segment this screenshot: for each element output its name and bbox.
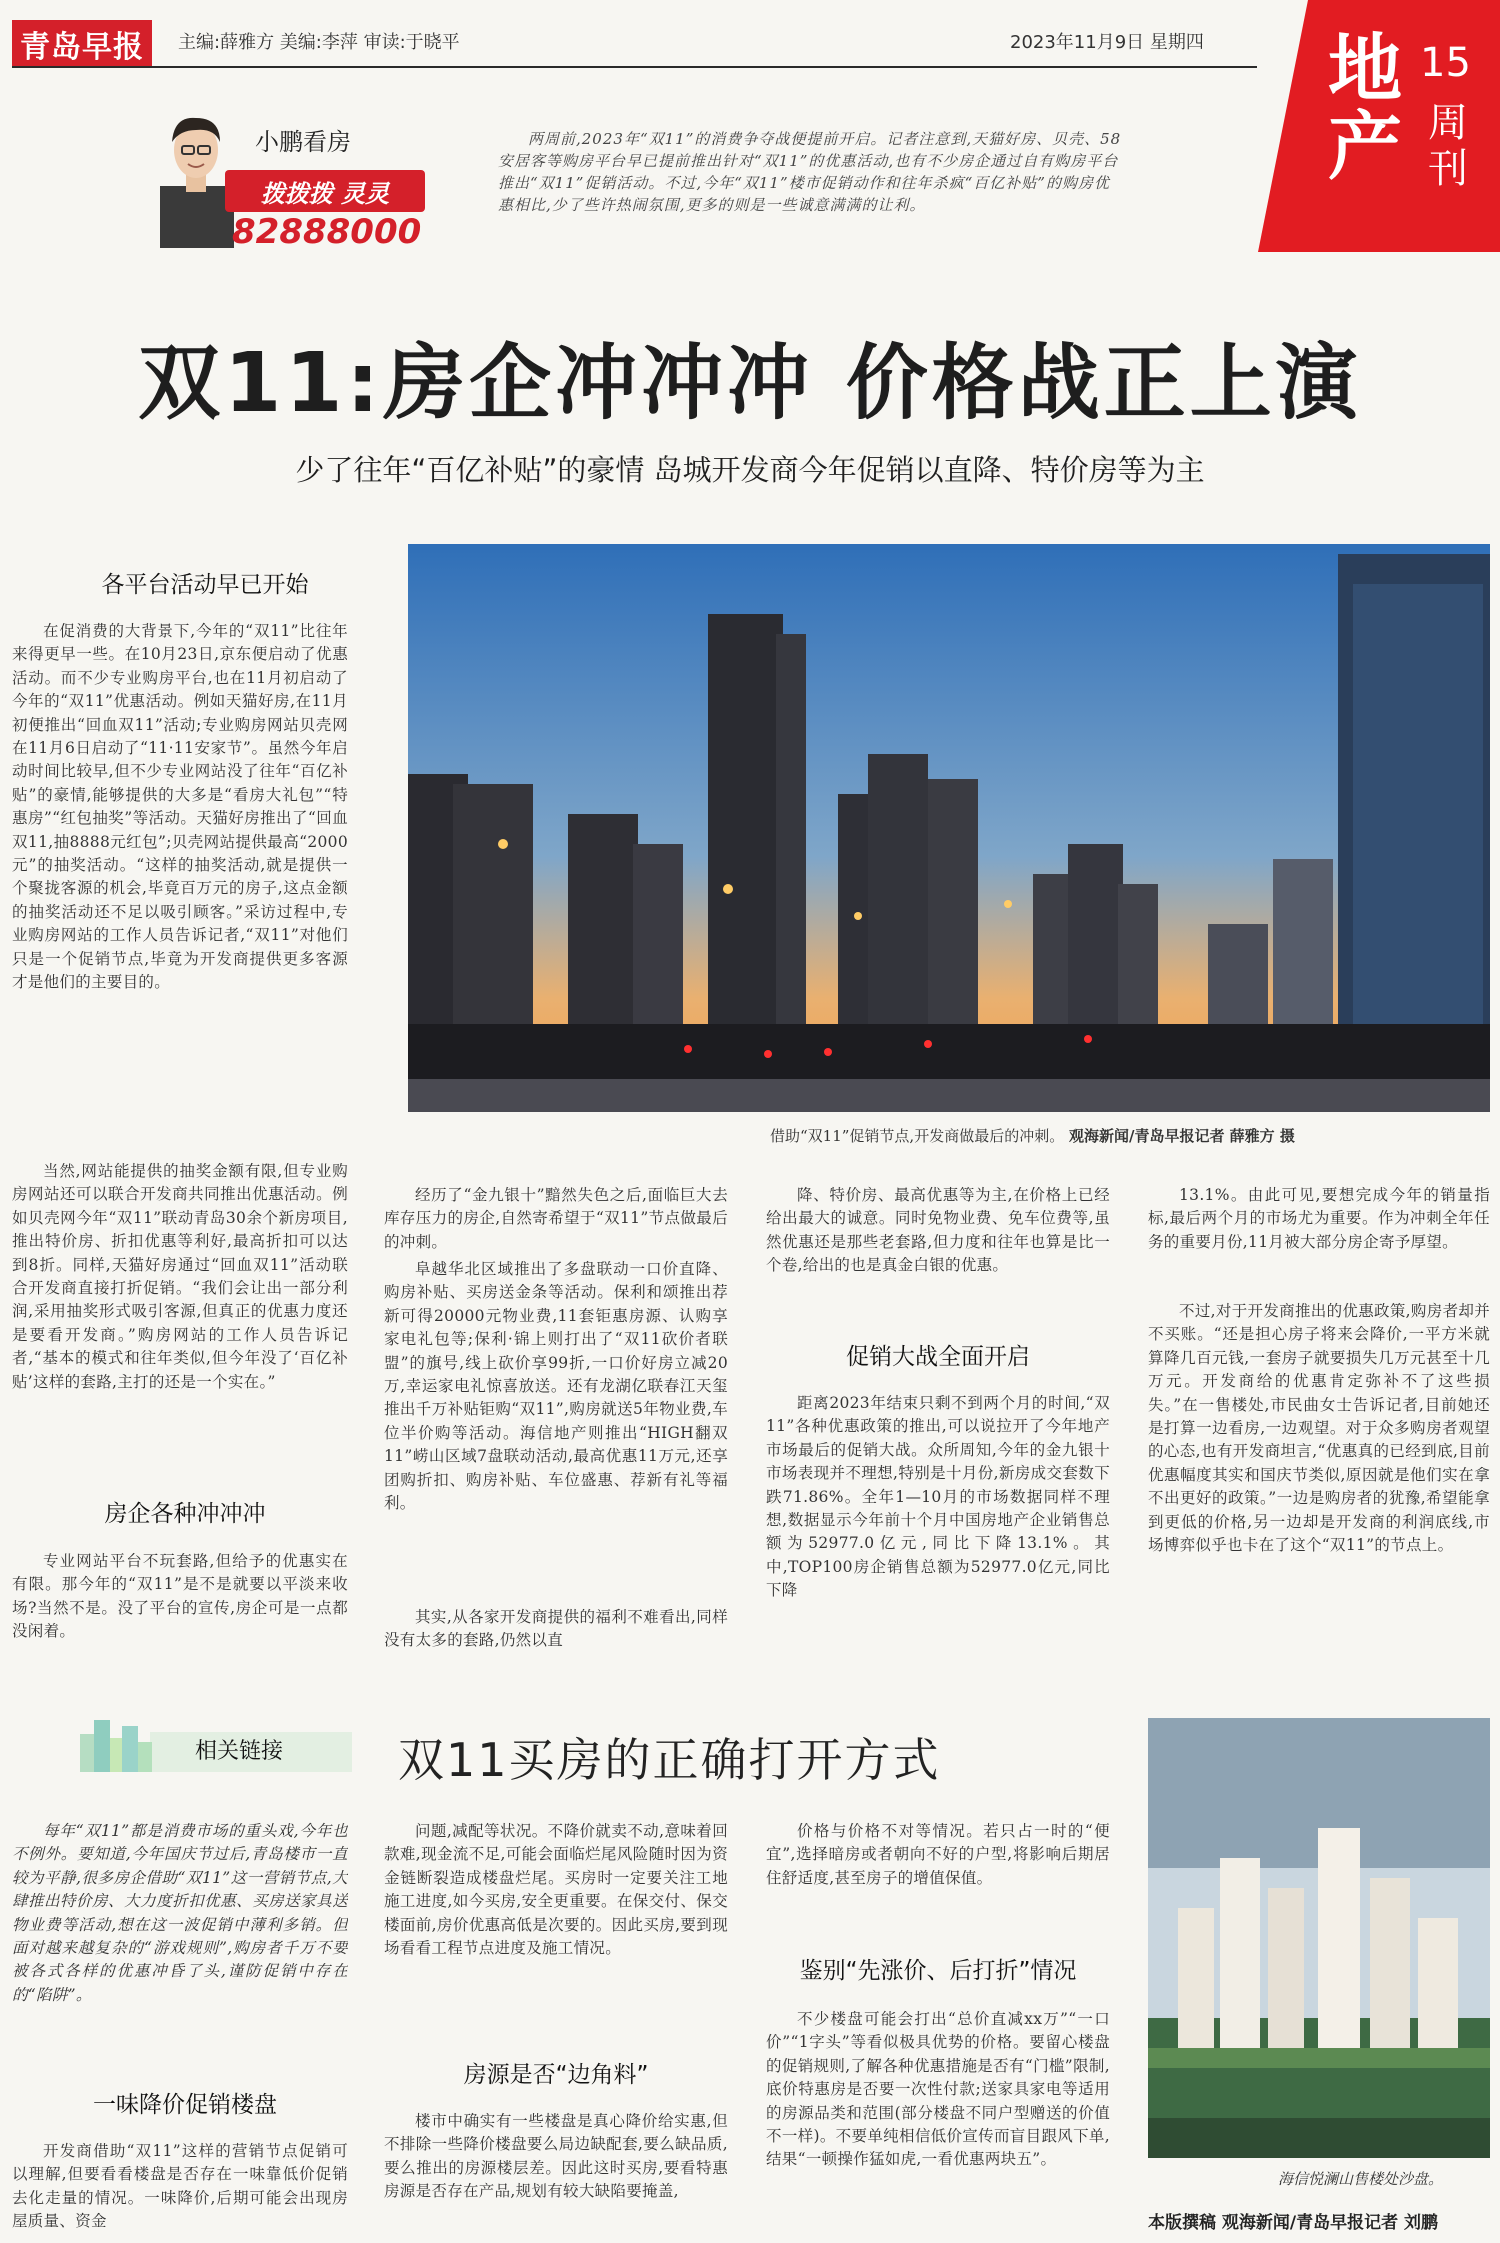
footer-credit: 本版撰稿 观海新闻/青岛早报记者 刘鹏 xyxy=(1148,2213,1439,2233)
article-paragraph: 距离2023年结束只剩不到两个月的时间,“双11”各种优惠政策的推出,可以说拉开了今年地产市场最后的促销大战。众所周知,今年的金九银十市场表现并不理想,特别是十月份,新房成交套数下跌71.86%。全年1—10月的市场数据同样不理想,数据显示今年前十个月中国房地产企业销售总额为52977.0亿元,同比下降13.1%。其中,TOP100房企销售总额为52977.0亿元,同比下降 xyxy=(766,1394,1110,1600)
photo-caption xyxy=(770,1125,1295,1146)
hotline-number: 82888000 xyxy=(232,212,422,252)
article-paragraph: 楼市中确实有一些楼盘是真心降价给实惠,但不排除一些降价楼盘要么局边缺配套,要么缺品质,要么推出的房源楼层差。因此这时买房,要看特惠房源是否存在产品,规划有较大缺陷要掩盖, xyxy=(384,2112,728,2201)
article-paragraph: 降、特价房、最高优惠等为主,在价格上已经给出最大的诚意。同时免物业费、免车位费等,虽然优惠还是那些老套路,但力度和往年也算是比一个卷,给出的也是真金白银的优惠。 xyxy=(766,1186,1110,1275)
photo-credit: 观海新闻/青岛早报记者 薛雅方 摄 xyxy=(1068,1127,1295,1145)
article-paragraph: 开发商借助“双11”这样的营销节点促销可以理解,但要看看楼盘是否存在一味靠低价促销去化走量的情况。一味降价,后期可能会出现房屋质量、资金 xyxy=(12,2142,348,2231)
article-paragraph: 经历了“金九银十”黯然失色之后,面临巨大去库存压力的房企,自然寄希望于“双11”节点做最后的冲刺。 xyxy=(384,1186,728,1251)
article-paragraph: 13.1%。由此可见,要想完成今年的销量指标,最后两个月的市场尤为重要。作为冲刺全年任务的重要月份,11月被大部分房企寄予厚望。 xyxy=(1148,1186,1490,1251)
article-paragraph: 每年“双11”都是消费市场的重头戏,今年也不例外。要知道,今年国庆节过后,青岛楼市一直较为平静,很多房企借助“双11”这一营销节点,大肆推出特价房、大力度折扣优惠、买房送家具送物业费等活动,想在这一波促销中薄利多销。但面对越来越复杂的“游戏规则”,购房者千万不要被各式各样的优惠冲昏了头,谨防促销中存在的“陷阱”。 xyxy=(12,1822,348,2004)
sub-headline: 少了往年“百亿补贴”的豪情 岛城开发商今年促销以直降、特价房等为主 xyxy=(295,453,1205,487)
related-title: 双11买房的正确打开方式 xyxy=(398,1733,941,1787)
section-heading-promotion: 促销大战全面开启 xyxy=(846,1344,1030,1370)
section-heading-platforms: 各平台活动早已开始 xyxy=(101,572,309,598)
photo-caption-text: 借助“双11”促销节点,开发商做最后的冲刺。 xyxy=(770,1127,1065,1145)
editor-credits: 主编:薛雅方 美编:李萍 审读:于晓平 xyxy=(178,32,460,53)
main-headline: 双11:房企冲冲冲 价格战正上演 xyxy=(138,336,1362,431)
newspaper-logo xyxy=(12,22,152,66)
page-number: 15 xyxy=(1420,40,1471,86)
related-banner-label: 相关链接 xyxy=(195,1739,284,1764)
article-paragraph: 其实,从各家开发商提供的福利不难看出,同样没有太多的套路,仍然以直 xyxy=(384,1608,728,1650)
article-paragraph: 当然,网站能提供的抽奖金额有限,但专业购房网站还可以联合开发商共同推出优惠活动。例如贝壳网今年“双11”联动青岛30余个新房项目,推出特价房、折扣优惠等利好,最高折扣可以达到8折。同样,天猫好房通过“回血双11”活动联合开发商直接打折促销。“我们会让出一部分利润,采用抽奖形式吸引客源,但真正的优惠力度还是要看开发商。”购房网站的工作人员告诉记者,“基本的模式和往年类似,但今年没了‘百亿补贴’这样的套路,主打的还是一个实在。” xyxy=(12,1162,348,1391)
sand-table-photo xyxy=(1148,1718,1490,2158)
photo2-caption: 海信悦澜山售楼处沙盘。 xyxy=(1278,2170,1444,2188)
article-paragraph: 问题,减配等状况。不降价就卖不动,意味着回款难,现金流不足,可能会面临烂尾风险随时因为资金链断裂造成楼盘烂尾。买房时一定要关注工地施工进度,如今买房,安全更重要。在保交付、保交楼面前,房价优惠高低是次要的。因此买房,要到现场看看工程节点进度及施工情况。 xyxy=(384,1822,728,1958)
section-heading-leftover: 房源是否“边角料” xyxy=(463,2062,649,2088)
article-paragraph: 价格与价格不对等情况。若只占一时的“便宜”,选择暗房或者朝向不好的户型,将影响后期居住舒适度,甚至房子的增值保值。 xyxy=(766,1822,1110,1887)
section-title: 地产 xyxy=(1328,26,1402,190)
intro-paragraph: 两周前,2023年“双11”的消费争夺战便提前开启。记者注意到,天猫好房、贝壳、58安居客等购房平台早已提前推出针对“双11”的优惠活动,也有不少房企通过自有购房平台推出“双11”促销活动。不过,今年“双11”楼市促销动作和往年杀疯“百亿补贴”的购房优惠相比,少了些许热闹氛围,更多的则是一些诚意满满的让利。 xyxy=(498,130,1122,214)
article-paragraph: 不少楼盘可能会打出“总价直减xx万”“一口价”“1字头”等看似极具优势的价格。要留心楼盘的促销规则,了解各种优惠措施是否有“门槛”限制,底价特惠房是否要一次性付款;送家具家电等适用的房源品类和范围(部分楼盘不同户型赠送的价值不一样)。不要单纯相信低价宣传而盲目跟风下单,结果“一顿操作猛如虎,一看优惠两块五”。 xyxy=(766,2010,1110,2169)
corner-diagonal xyxy=(1258,0,1308,252)
logo-text: 青岛早报 xyxy=(12,20,152,68)
section-heading-discount: 一味降价促销楼盘 xyxy=(93,2092,277,2118)
article-paragraph: 专业网站平台不玩套路,但给予的优惠实在有限。那今年的“双11”是不是就要以平淡来收场?当然不是。没了平台的宣传,房企可是一点都没闲着。 xyxy=(12,1552,348,1641)
article-paragraph: 阜越华北区域推出了多盘联动一口价直降、购房补贴、买房送金条等活动。保利和颂推出荐新可得20000元物业费,11套钜惠房源、认购享家电礼包等;保利·锦上则打出了“双11砍价者联盟”的旗号,线上砍价享99折,一口价好房立减20万,幸运家电礼惊喜放送。还有龙湖亿联春江天玺推出千万补贴钜购“双11”,购房就送5年物业费,车位半价购等活动。海信地产则推出“HIGH翻双11”崂山区域7盘联动活动,最高优惠11万元,还享团购折扣、购房补贴、车位盛惠、荐新有礼等福利。 xyxy=(384,1260,728,1513)
column-name: 小鹏看房 xyxy=(255,128,351,156)
article-paragraph: 在促消费的大背景下,今年的“双11”比往年来得更早一些。在10月23日,京东便启动了优惠活动。而不少专业购房平台,也在11月初启动了今年的“双11”优惠活动。例如天猫好房,在11月初便推出“回血双11”活动;专业购房网站贝壳网在11月6日启动了“11·11安家节”。虽然今年启动时间比较早,但不少专业网站没了往年“百亿补贴”的豪情,能够提供的大多是“看房大礼包”“特惠房”“红包抽奖”等活动。天猫好房推出了“回血双11,抽8888元红包”;贝壳网站提供最高“2000元”的抽奖活动。“这样的抽奖活动,就是提供一个聚拢客源的机会,毕竟百万元的房子,这点金额的抽奖活动还不足以吸引顾客。”采访过程中,专业购房网站的工作人员告诉记者,“双11”对他们只是一个促销节点,毕竟为开发商提供更多客源才是他们的主要目的。 xyxy=(12,622,348,992)
masthead-rule xyxy=(12,66,1257,68)
article-paragraph: 不过,对于开发商推出的优惠政策,购房者却并不买账。“还是担心房子将来会降价,一平方米就算降几百元钱,一套房子就要损失几万元甚至十几万元。开发商给的优惠肯定弥补不了这些损失。”在一售楼处,市民曲女士告诉记者,目前她还是打算一边看房,一边观望。对于众多购房者观望的心态,也有开发商坦言,“优惠真的已经到底,目前优惠幅度其实和国庆节类似,原因就是他们实在拿不出更好的政策。”一边是购房者的犹豫,希望能拿到更低的价格,另一边却是开发商的利润底线,市场博弈似乎也卡在了这个“双11”的节点上。 xyxy=(1148,1302,1490,1555)
section-subtitle: 周刊 xyxy=(1428,100,1468,192)
issue-date: 2023年11月9日 星期四 xyxy=(1010,32,1204,53)
section-heading-price-trick: 鉴别“先涨价、后打折”情况 xyxy=(799,1958,1077,1984)
city-dusk-photo xyxy=(408,544,1490,1112)
section-heading-developers: 房企各种冲冲冲 xyxy=(104,1501,266,1527)
hotline-badge: 拨拨拨 灵灵 xyxy=(225,170,425,212)
